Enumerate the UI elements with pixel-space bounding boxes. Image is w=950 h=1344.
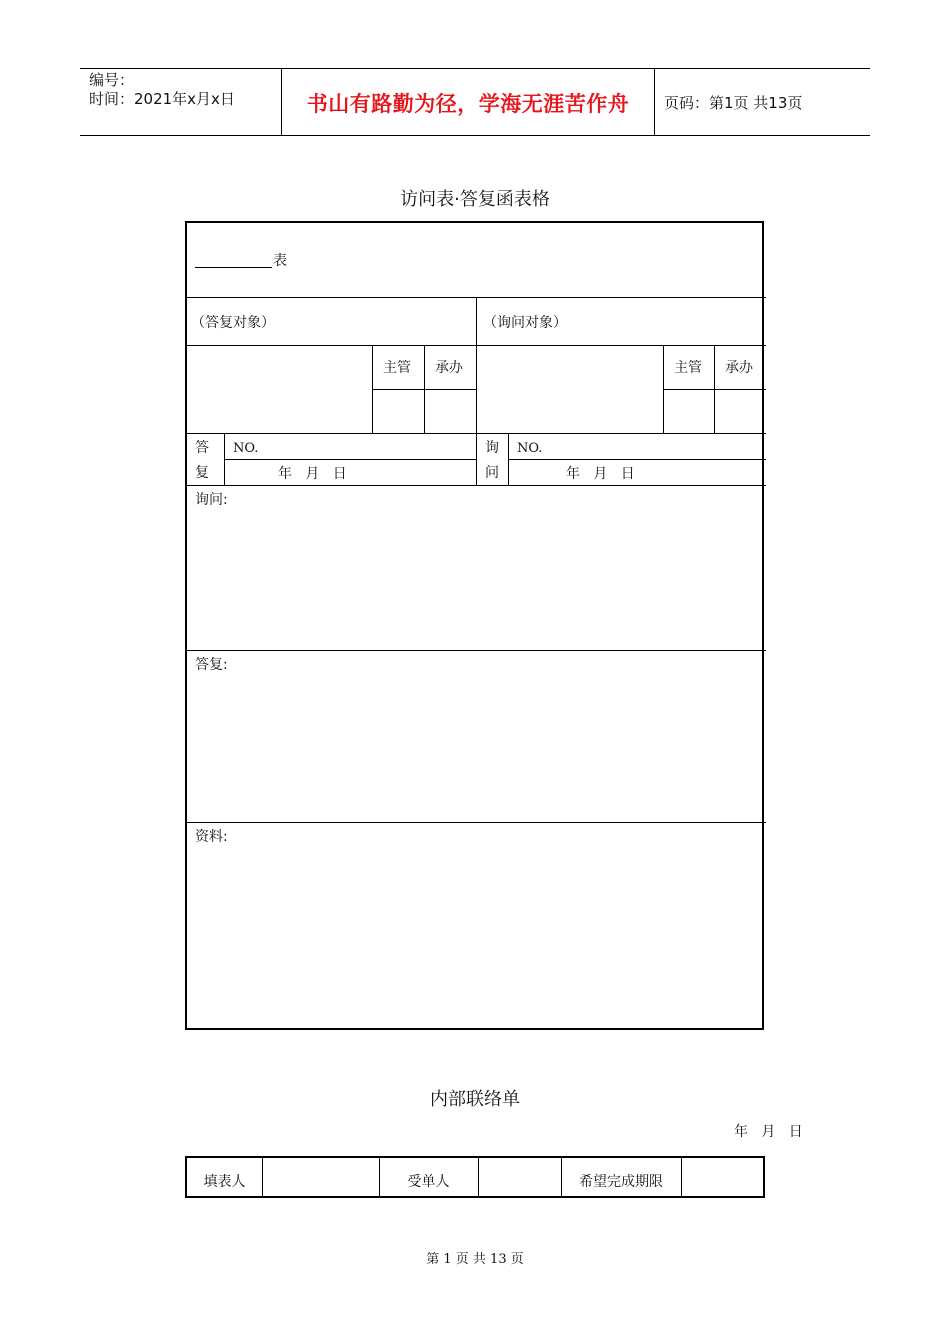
row-divider (187, 650, 766, 651)
motto-banner: 书山有路勤为径，学海无涯苦作舟 (306, 92, 630, 116)
header-top-rule (80, 68, 870, 69)
inquiry-no-label: NO. (517, 441, 543, 456)
internal-contact-table (185, 1156, 765, 1198)
deadline-label: 希望完成期限 (579, 1174, 663, 1190)
page-info: 页码：第1页 共13页 (664, 94, 803, 112)
header-divider-right (654, 69, 655, 136)
row-divider (187, 485, 766, 486)
internal-contact-date: 年 月 日 (734, 1124, 803, 1140)
inquiry-supervisor-label: 主管 (674, 360, 702, 376)
cell-divider (478, 1158, 479, 1198)
row-divider (187, 345, 766, 346)
reply-target-label: （答复对象） (191, 315, 275, 331)
inquiry-side-char-2: 问 (485, 465, 499, 481)
material-section-label: 资料: (195, 829, 228, 845)
approval-grid-line (663, 389, 766, 390)
visit-reply-form (185, 221, 764, 1030)
document-date: 时间：2021年x月x日 (89, 90, 235, 108)
row-divider (187, 822, 766, 823)
row-divider (187, 433, 766, 434)
filler-label: 填表人 (203, 1174, 246, 1190)
form-title-visit-reply: 访问表·答复函表格 (400, 189, 550, 210)
reply-no-label: NO. (233, 441, 259, 456)
reply-section-label: 答复: (195, 657, 228, 673)
inquiry-side-char-1: 询 (485, 440, 499, 456)
inquiry-section-label: 询问: (195, 492, 228, 508)
inquiry-date-label: 年 月 日 (566, 466, 635, 482)
cell-divider (262, 1158, 263, 1198)
header-bottom-rule (80, 135, 870, 136)
row-divider (224, 459, 476, 460)
inquiry-target-label: （询问对象） (483, 315, 567, 331)
blank-table-label: 表 (273, 253, 287, 269)
form-title-internal-contact: 内部联络单 (430, 1089, 520, 1110)
footer-page-number: 第 1 页 共 13 页 (426, 1252, 524, 1267)
receiver-label: 受单人 (407, 1174, 450, 1190)
document-number: 编号： (89, 71, 135, 89)
blank-underline (195, 267, 272, 268)
reply-handler-label: 承办 (435, 360, 463, 376)
reply-side-char-2: 复 (195, 465, 209, 481)
center-divider (476, 297, 477, 486)
cell-divider (681, 1158, 682, 1198)
reply-date-label: 年 月 日 (278, 466, 347, 482)
reply-supervisor-label: 主管 (383, 360, 411, 376)
reply-side-char-1: 答 (195, 440, 209, 456)
inquiry-handler-label: 承办 (725, 360, 753, 376)
approval-grid-line (372, 389, 476, 390)
row-divider (508, 459, 766, 460)
